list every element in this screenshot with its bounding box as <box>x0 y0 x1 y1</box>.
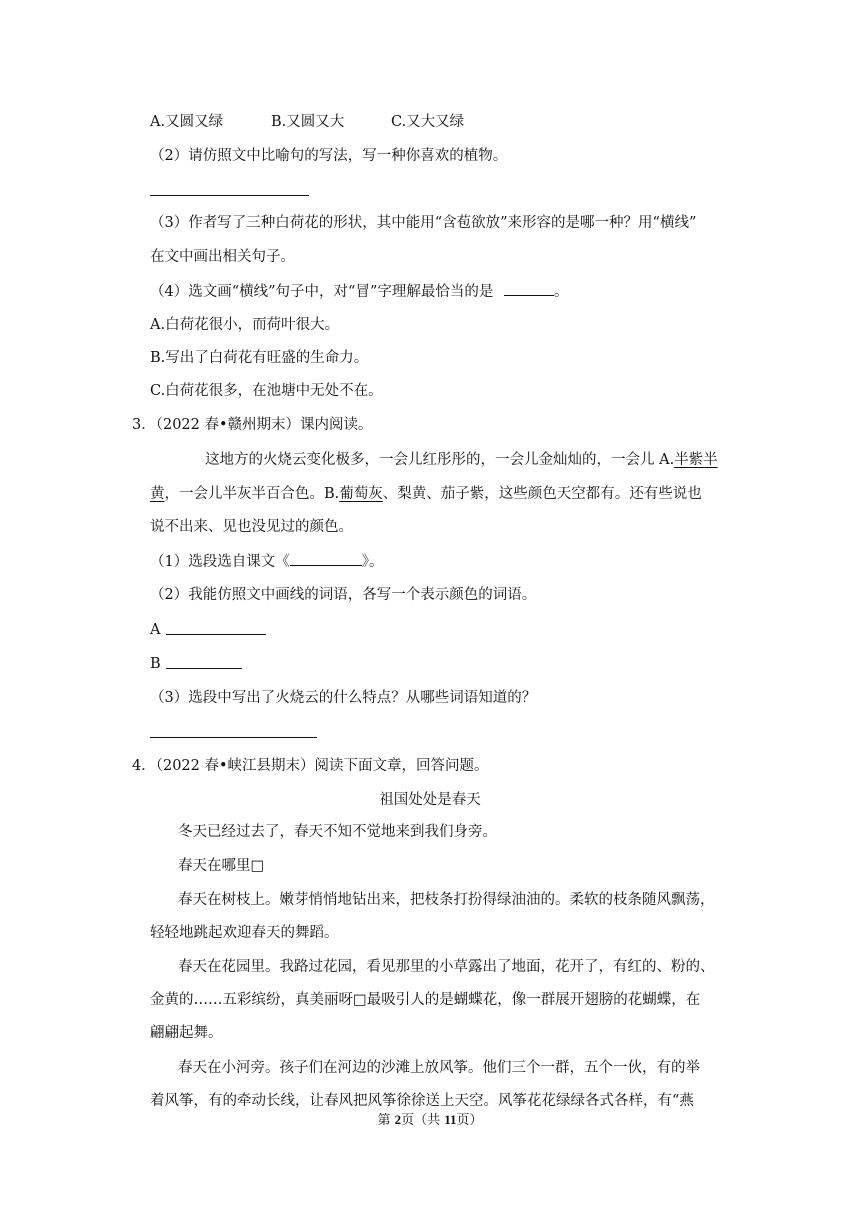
passage-text: ，一会儿半灰半百合色。B. <box>164 486 340 502</box>
q3-header: 3．（2022 春•赣州期末）课内阅读。 <box>132 417 373 433</box>
article-paragraph: 春天在哪里□ <box>178 858 265 874</box>
article-paragraph: 春天在花园里。我路过花园，看见那里的小草露出了地面，花开了，有红的、粉的、 <box>178 959 715 975</box>
underlined-word-b: 葡萄灰 <box>339 486 383 502</box>
passage-text: 、梨黄、茄子紫，这些颜色天空都有。还有些说也 <box>382 486 702 502</box>
q2-sub4-text: （4）选文画“横线”句子中，对“冒”字理解最恰当的是 <box>150 284 494 300</box>
q3-passage-line3: 说不出来、见也没见过的颜色。 <box>150 519 353 535</box>
answer-line-a <box>166 634 266 635</box>
q3-sub1-text: （1）选段选自课文《 <box>150 554 290 570</box>
q3-sub1 <box>150 551 383 572</box>
underlined-word-a: 半紫半 <box>674 452 718 468</box>
option-b: B.又圆又大 <box>271 114 345 130</box>
q2-option-a: A.白荷花很小，而荷叶很大。 <box>150 317 340 333</box>
underlined-word-a-end: 黄 <box>150 486 165 502</box>
q4-header: 4．（2022 春•峡江县期末）阅读下面文章，回答问题。 <box>132 758 489 774</box>
article-paragraph-cont: 金黄的……五彩缤纷，真美丽呀□最吸引人的是蝴蝶花，像一群展开翅膀的花蝴蝶，在 <box>150 992 701 1008</box>
article-paragraph: 春天在树枝上。嫩芽悄悄地钻出来，把枝条打扮得绿油油的。柔软的枝条随风飘荡， <box>178 892 715 908</box>
fill-blank <box>504 281 554 296</box>
footer-text: 页） <box>456 1113 483 1128</box>
page-total: 11 <box>444 1112 457 1127</box>
q3-passage-line1 <box>205 450 718 470</box>
footer-text: 第 <box>377 1113 395 1128</box>
article-paragraph: 春天在小河旁。孩子们在河边的沙滩上放风筝。他们三个一群，五个一伙，有的举 <box>178 1060 700 1076</box>
option-c: C.又大又绿 <box>391 114 465 130</box>
passage-text: 这地方的火烧云变化极多，一会儿红彤彤的，一会儿金灿灿的，一会儿 A. <box>205 452 675 468</box>
answer-line <box>150 737 317 738</box>
article-title: 祖国处处是春天 <box>379 792 481 808</box>
article-paragraph-cont: 着风筝，有的牵动长线，让春风把风筝徐徐送上天空。风筝花花绿绿各式各样，有“燕 <box>150 1093 694 1109</box>
label-a: A <box>150 622 161 638</box>
q3-sub2: （2）我能仿照文中画线的词语，各写一个表示颜色的词语。 <box>150 587 537 603</box>
fill-blank <box>290 551 362 566</box>
article-paragraph-cont: 翩翩起舞。 <box>150 1025 223 1041</box>
q2-sub4 <box>150 281 568 302</box>
q2-option-c: C.白荷花很多，在池塘中无处不在。 <box>150 383 383 399</box>
q2-sub4-end: 。 <box>553 284 569 300</box>
article-paragraph-cont: 轻轻地跳起欢迎春天的舞蹈。 <box>150 925 339 941</box>
q2-option-b: B.写出了白荷花有旺盛的生命力。 <box>150 350 369 366</box>
answer-line-b <box>166 668 242 669</box>
q2-sub3-line2: 在文中画出相关句子。 <box>150 249 295 265</box>
label-b: B <box>150 656 161 672</box>
article-paragraph: 冬天已经过去了，春天不知不觉地来到我们身旁。 <box>178 824 497 840</box>
q3-sub1-end: 》。 <box>361 554 384 570</box>
footer-text: 页（共 <box>401 1113 445 1128</box>
q2-sub2: （2）请仿照文中比喻句的写法，写一种你喜欢的植物。 <box>150 148 508 164</box>
option-a: A.又圆又绿 <box>150 114 224 130</box>
q3-passage-line2 <box>150 484 702 504</box>
page-footer <box>0 1110 860 1131</box>
answer-line <box>150 195 309 196</box>
q2-sub3-line1: （3）作者写了三种白荷花的形状，其中能用“含苞欲放”来形容的是哪一种？用“横线” <box>150 215 697 231</box>
q3-sub3: （3）选段中写出了火烧云的什么特点？从哪些词语知道的？ <box>150 690 537 706</box>
page-number: 2 <box>394 1112 402 1127</box>
